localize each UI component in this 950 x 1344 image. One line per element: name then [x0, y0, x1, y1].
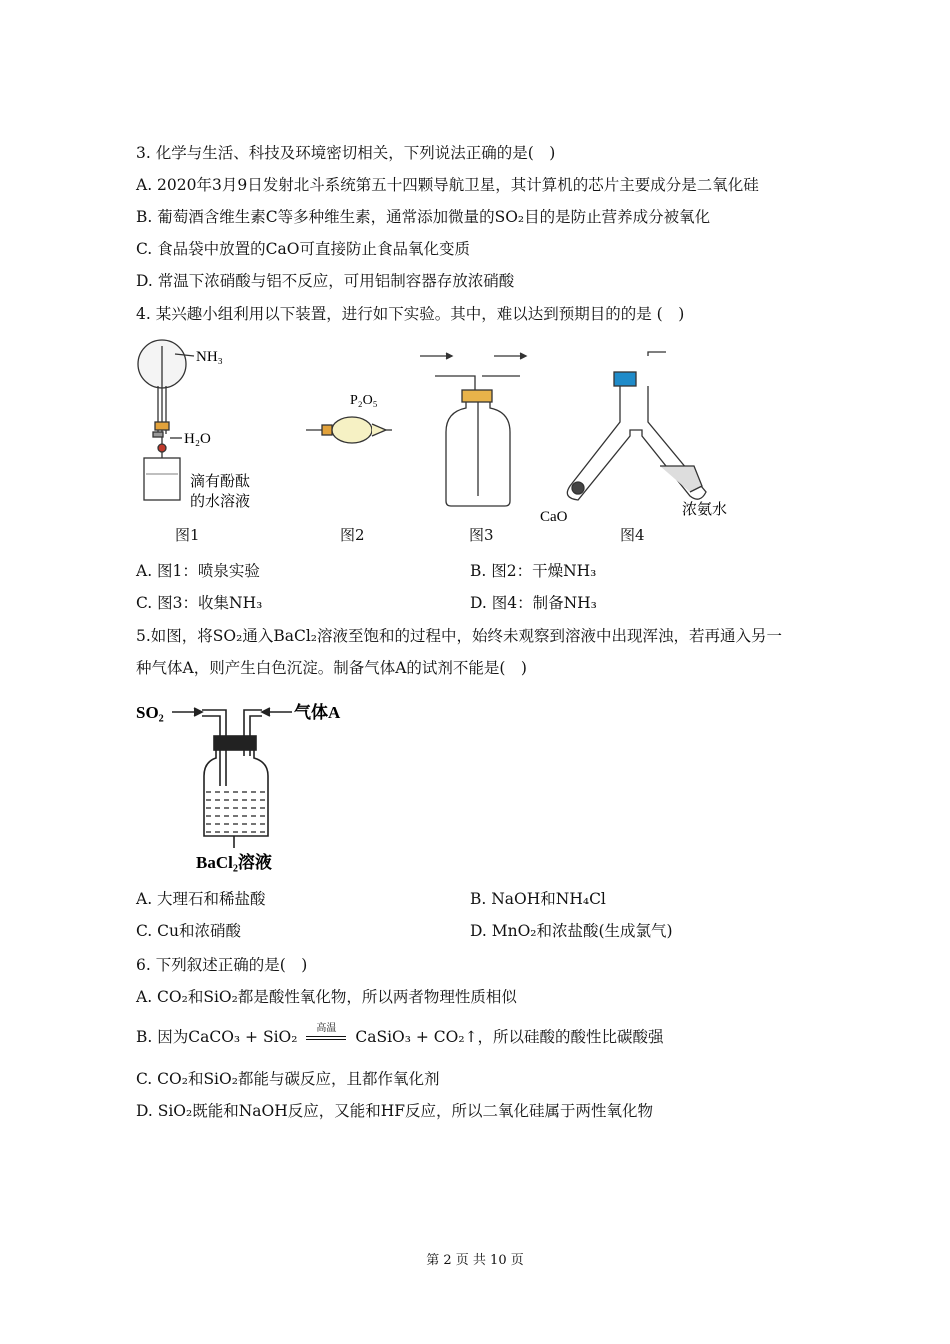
q3-option-c: C. 食品袋中放置的CaO可直接防止食品氧化变质: [136, 240, 470, 258]
q6-option-b: [136, 1023, 664, 1047]
cao-label: CaO: [540, 509, 568, 525]
figure-4-caption: 图4: [620, 526, 645, 544]
q4-stem: 4. 某兴趣小组利用以下装置，进行如下实验。其中，难以达到预期目的的是 ( ): [136, 305, 685, 323]
q6-option-d: D. SiO₂既能和NaOH反应，又能和HF反应，所以二氧化硅属于两性氧化物: [136, 1102, 654, 1120]
q4-option-b: B. 图2：干燥NH₃: [470, 562, 597, 580]
q6-stem: 6. 下列叙述正确的是( ): [136, 956, 308, 974]
q5-option-c: C. Cu和浓硝酸: [136, 922, 242, 940]
p2o5-label: P₂O₅: [350, 393, 378, 408]
q6-option-b-reactants: B. 因为CaCO₃ + SiO₂: [136, 1028, 298, 1046]
q4-apparatus-figure: [130, 336, 780, 526]
q4-option-d: D. 图4：制备NH₃: [470, 594, 597, 612]
ammonia-label: 浓氨水: [682, 502, 728, 518]
q3-option-b: B. 葡萄酒含维生素C等多种维生素，通常添加微量的SO₂目的是防止营养成分被氧化: [136, 208, 711, 226]
drying-tube: [306, 417, 392, 443]
reaction-condition: [306, 1023, 346, 1047]
gas-collection-bottle: [420, 353, 526, 506]
q6-option-b-products: CaSiO₃ + CO₂↑，所以硅酸的酸性比碳酸强: [355, 1028, 664, 1046]
q5-option-a: A. 大理石和稀盐酸: [136, 890, 266, 908]
q4-option-c: C. 图3：收集NH₃: [136, 594, 263, 612]
q3-stem: 3. 化学与生活、科技及环境密切相关，下列说法正确的是( ): [136, 144, 556, 162]
figure-2-caption: 图2: [340, 526, 365, 544]
q5-apparatus-figure: [134, 696, 374, 876]
solution-hatching: [206, 792, 266, 832]
figure-3-caption: 图3: [469, 526, 494, 544]
equals-sign: [306, 1036, 346, 1040]
gas-a-label: 气体A: [294, 703, 341, 722]
figure-1-caption: 图1: [175, 526, 200, 544]
q6-option-a: A. CO₂和SiO₂都是酸性氧化物，所以两者物理性质相似: [136, 988, 517, 1006]
beaker-label-line1: 滴有酚酞: [190, 474, 251, 490]
beaker-label-line2: 的水溶液: [190, 494, 251, 510]
q4-option-a: A. 图1：喷泉实验: [136, 562, 260, 580]
q5-option-b: B. NaOH和NH₄Cl: [470, 890, 606, 908]
q3-option-a: A. 2020年3月9日发射北斗系统第五十四颗导航卫星，其计算机的芯片主要成分是二氧化硅: [136, 176, 759, 194]
q5-stem-line1: 5.如图，将SO₂通入BaCl₂溶液至饱和的过程中，始终未观察到溶液中出现浑浊，若再通入另一: [136, 627, 782, 645]
q6-option-c: C. CO₂和SiO₂都能与碳反应，且都作氧化剂: [136, 1070, 440, 1088]
q5-option-d: D. MnO₂和浓盐酸(生成氯气): [470, 922, 673, 940]
q3-option-d: D. 常温下浓硝酸与铝不反应，可用铝制容器存放浓硝酸: [136, 272, 515, 290]
y-shaped-tube: [567, 352, 706, 500]
so2-label: SO₂: [136, 703, 164, 722]
nh3-label: NH₃: [196, 349, 223, 365]
h2o-label: H₂O: [184, 431, 211, 447]
page-footer: 第 2 页 共 10 页: [426, 1253, 524, 1268]
high-temp-label: 高温: [316, 1023, 337, 1034]
q5-stem-line2: 种气体A，则产生白色沉淀。制备气体A的试剂不能是( ): [136, 659, 527, 677]
fountain-apparatus: [138, 340, 194, 500]
bacl2-label: BaCl₂溶液: [196, 853, 272, 872]
